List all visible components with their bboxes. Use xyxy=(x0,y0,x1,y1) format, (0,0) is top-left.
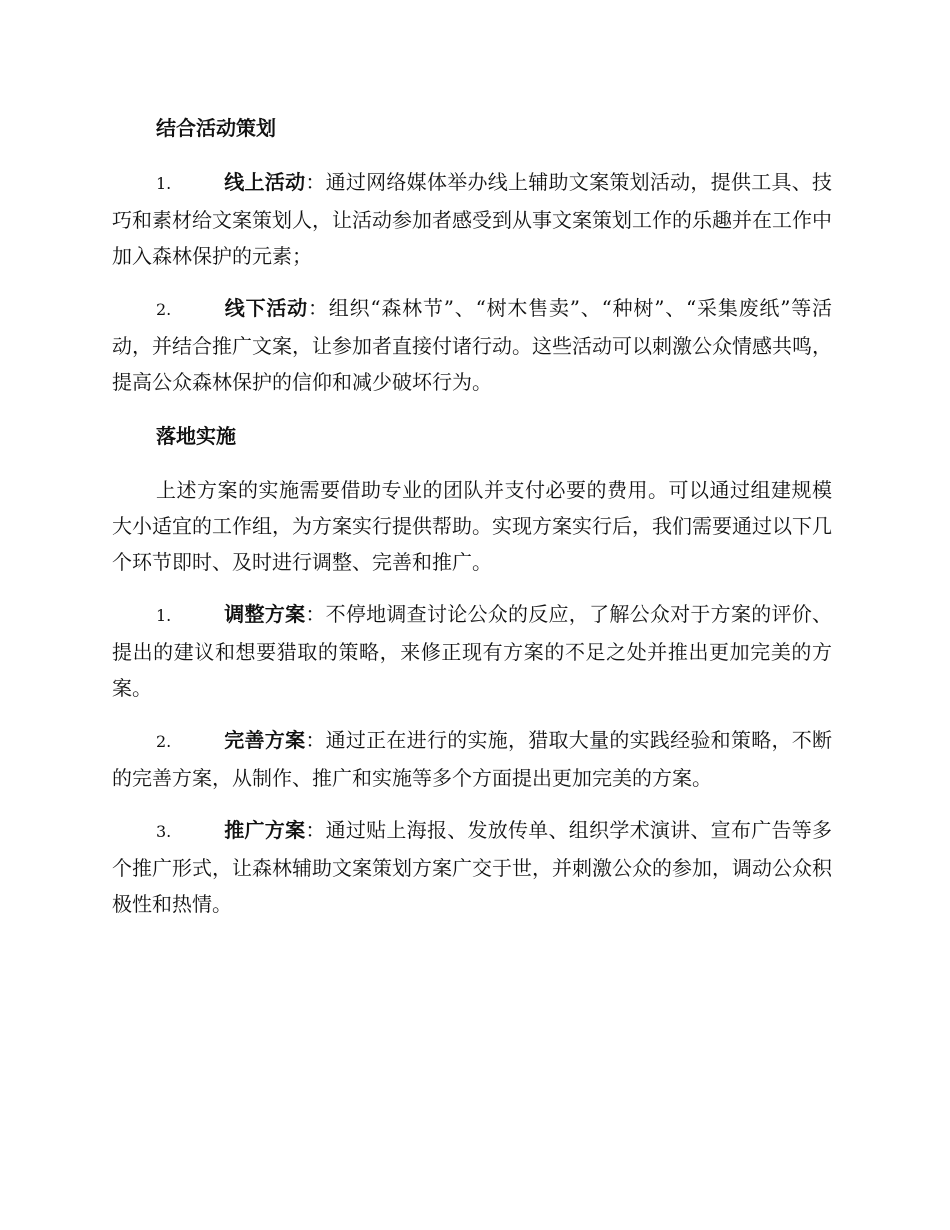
list-number: 2. xyxy=(156,300,172,319)
list-item-promote-plan xyxy=(112,812,832,922)
item-term: 完善方案 xyxy=(224,728,306,752)
list-item-online-activity xyxy=(112,164,832,274)
section-heading-activity-planning: 结合活动策划 xyxy=(156,116,276,140)
item-term: 线上活动 xyxy=(224,170,306,194)
item-term: 调整方案 xyxy=(224,602,306,626)
document-page xyxy=(112,108,832,938)
list-number: 1. xyxy=(156,174,172,193)
item-text: ：组织“森林节”、“树木售卖”、“种树”、“采集废纸”等活动，并结合推广文案，让参加者直接付诸行动。这些活动可以刺激公众情感共鸣，提高公众森林保护的信仰和减少破坏行为。 xyxy=(112,296,833,394)
item-term: 线下活动 xyxy=(224,296,308,320)
implementation-intro-paragraph: 上述方案的实施需要借助专业的团队并支付必要的费用。可以通过组建规模大小适宜的工作组，为方案实行提供帮助。实现方案实行后，我们需要通过以下几个环节即时、及时进行调整、完善和推广。 xyxy=(112,478,832,574)
list-item-offline-activity xyxy=(112,290,832,400)
list-item-adjust-plan xyxy=(112,596,832,706)
list-number: 3. xyxy=(156,822,172,841)
item-text: ：通过网络媒体举办线上辅助文案策划活动，提供工具、技巧和素材给文案策划人，让活动参加者感受到从事文案策划工作的乐趣并在工作中加入森林保护的元素； xyxy=(112,170,833,268)
list-number: 2. xyxy=(156,732,172,751)
item-text: ：通过贴上海报、发放传单、组织学术演讲、宣布广告等多个推广形式，让森林辅助文案策划方案广交于世，并刺激公众的参加，调动公众积极性和热情。 xyxy=(112,818,833,916)
list-item-improve-plan xyxy=(112,722,832,796)
list-number: 1. xyxy=(156,606,172,625)
item-text: ：通过正在进行的实施，猎取大量的实践经验和策略，不断的完善方案，从制作、推广和实施等多个方面提出更加完美的方案。 xyxy=(112,728,833,790)
item-text: ：不停地调查讨论公众的反应，了解公众对于方案的评价、提出的建议和想要猎取的策略，来修正现有方案的不足之处并推出更加完美的方案。 xyxy=(112,602,833,700)
item-term: 推广方案 xyxy=(224,818,306,842)
section-heading-implementation: 落地实施 xyxy=(156,424,236,448)
